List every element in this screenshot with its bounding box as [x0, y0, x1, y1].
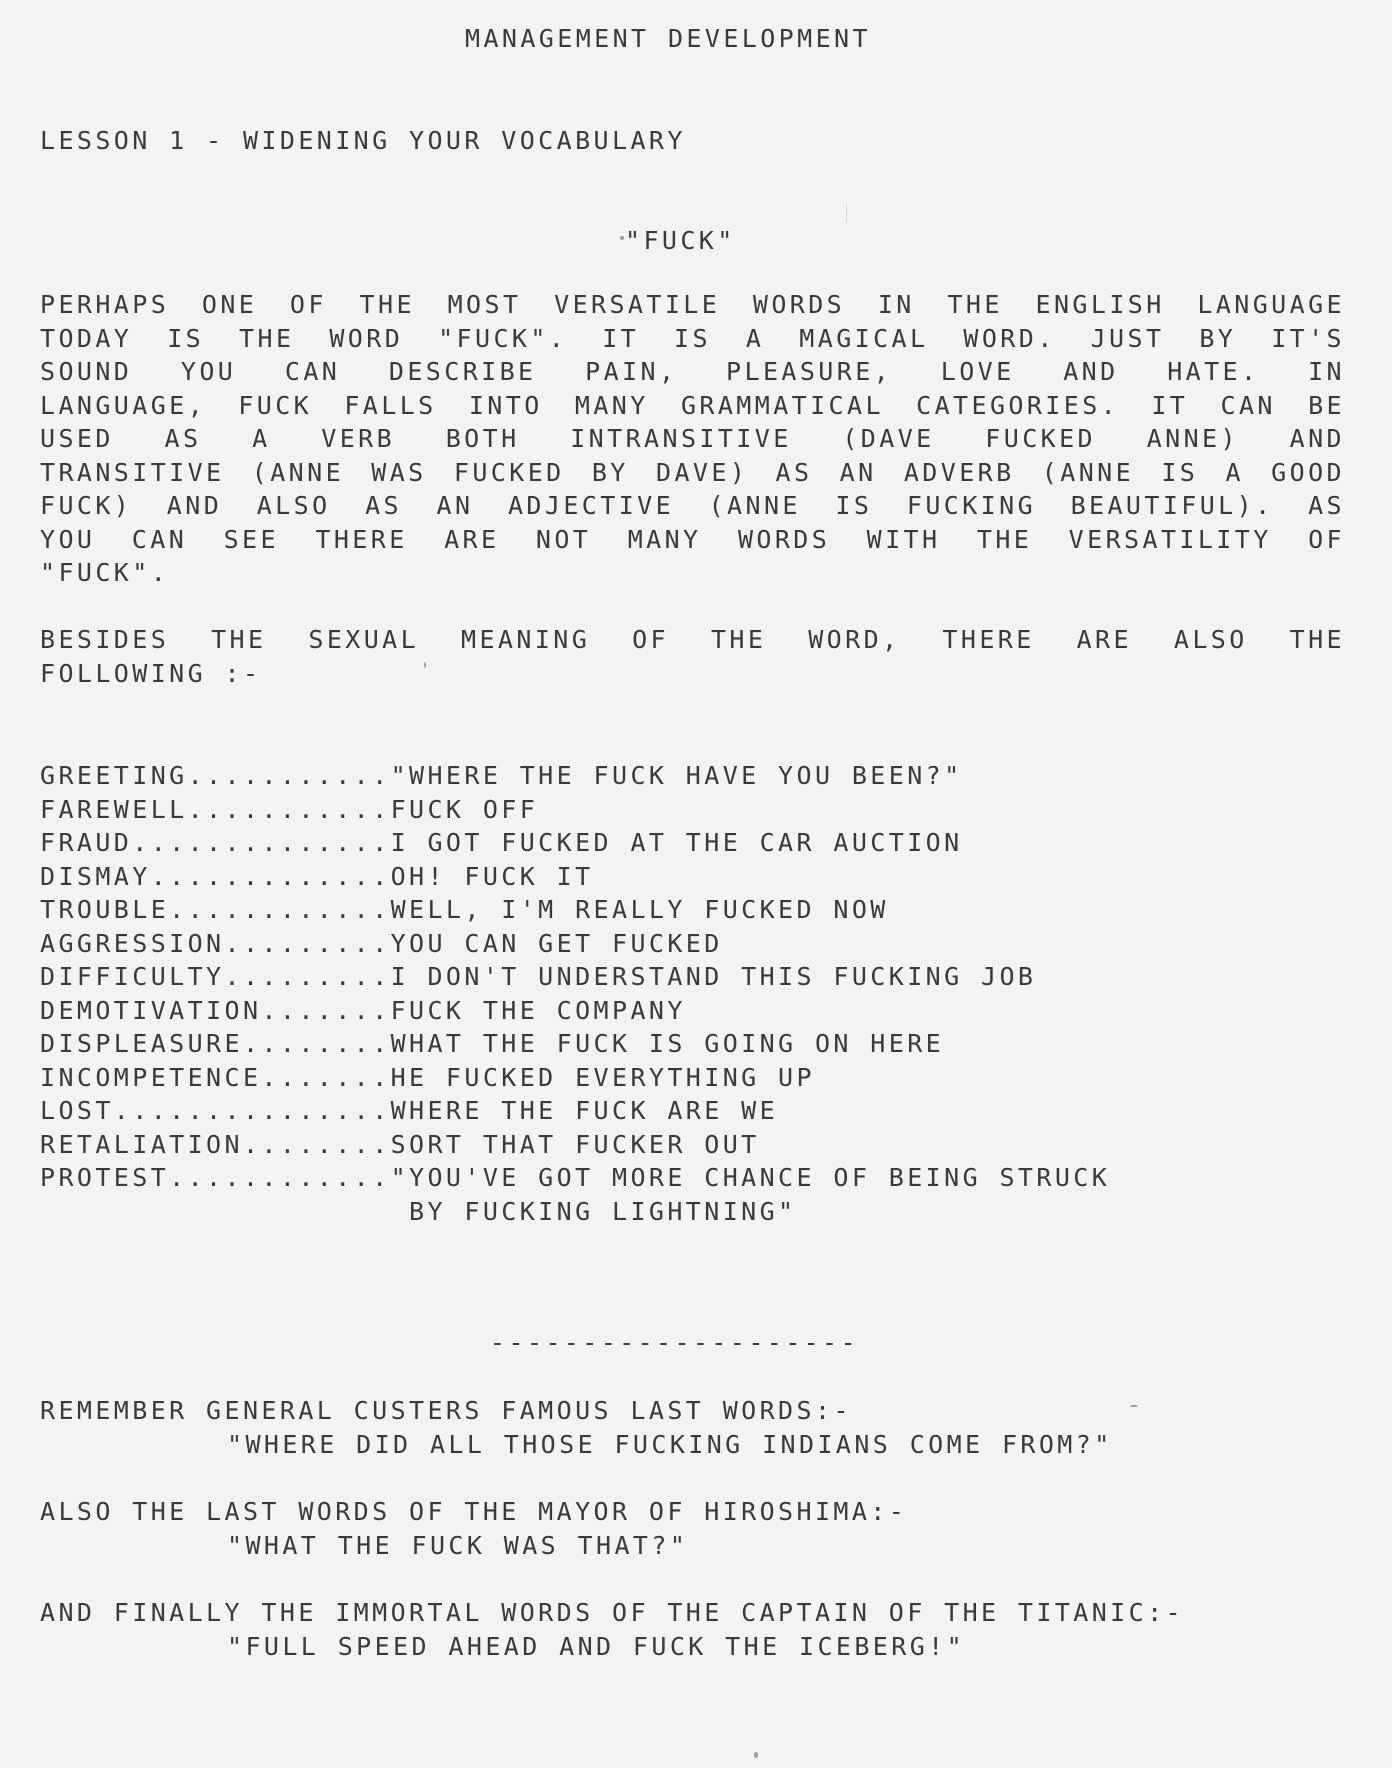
usage-item: GREETING..........."WHERE THE FUCK HAVE YOU BEEN?" — [40, 761, 963, 790]
scan-speck — [754, 1752, 758, 1758]
document-title: MANAGEMENT DEVELOPMENT — [465, 24, 871, 53]
usage-item: LOST...............WHERE THE FUCK ARE WE — [40, 1096, 779, 1125]
intro-line: TODAY IS THE WORD "FUCK". IT IS A MAGICAL WORD. JUST BY IT'S — [40, 323, 1345, 353]
scan-speck — [1130, 1405, 1138, 1407]
usage-item: DEMOTIVATION.......FUCK THE COMPANY — [40, 995, 686, 1025]
usage-item: PROTEST............"YOU'VE GOT MORE CHANCE OF BEING STRUCK — [40, 1163, 1111, 1192]
intro-line: SOUND YOU CAN DESCRIBE PAIN, PLEASURE, LOVE AND HATE. IN — [40, 357, 1345, 386]
intro-line: USED AS A VERB BOTH INTRANSITIVE (DAVE FUCKED ANNE) AND — [40, 424, 1345, 453]
intro-line: FUCK) AND ALSO AS AN ADJECTIVE (ANNE IS FUCKING BEAUTIFUL). AS — [40, 491, 1345, 520]
intro-line: PERHAPS ONE OF THE MOST VERSATILE WORDS IN THE ENGLISH LANGUAGE — [40, 290, 1345, 319]
usage-item: BY FUCKING LIGHTNING" — [40, 1196, 797, 1226]
last-words-quote: "WHAT THE FUCK WAS THAT?" — [227, 1530, 689, 1560]
intro-line: YOU CAN SEE THERE ARE NOT MANY WORDS WITH THE VERSATILITY OF — [40, 524, 1345, 554]
intro-line: TRANSITIVE (ANNE WAS FUCKED BY DAVE) AS AN ADVERB (ANNE IS A GOOD — [40, 457, 1345, 487]
section-divider: -------------------- — [490, 1328, 860, 1357]
scan-speck — [424, 662, 426, 668]
intro-line: "FUCK". — [40, 558, 170, 587]
usage-item: TROUBLE............WELL, I'M REALLY FUCKED NOW — [40, 895, 889, 924]
besides-line: FOLLOWING :- — [40, 658, 262, 688]
last-words-intro: ALSO THE LAST WORDS OF THE MAYOR OF HIROSHIMA:- — [40, 1497, 908, 1526]
last-words-quote: "FULL SPEED AHEAD AND FUCK THE ICEBERG!" — [227, 1631, 966, 1661]
featured-word: "FUCK" — [625, 226, 736, 255]
lesson-heading: LESSON 1 - WIDENING YOUR VOCABULARY — [40, 126, 686, 155]
besides-line: BESIDES THE SEXUAL MEANING OF THE WORD, THERE ARE ALSO THE — [40, 625, 1345, 654]
scan-speck — [620, 236, 624, 240]
last-words-intro: REMEMBER GENERAL CUSTERS FAMOUS LAST WORDS:- — [40, 1396, 852, 1425]
usage-item: INCOMPETENCE.......HE FUCKED EVERYTHING UP — [40, 1062, 815, 1092]
usage-item: FRAUD..............I GOT FUCKED AT THE CAR AUCTION — [40, 828, 963, 857]
usage-item: DISPLEASURE........WHAT THE FUCK IS GOING ON HERE — [40, 1029, 945, 1058]
usage-item: DIFFICULTY.........I DON'T UNDERSTAND THIS FUCKING JOB — [40, 962, 1037, 991]
intro-line: LANGUAGE, FUCK FALLS INTO MANY GRAMMATICAL CATEGORIES. IT CAN BE — [40, 390, 1345, 420]
usage-item: RETALIATION........SORT THAT FUCKER OUT — [40, 1129, 760, 1159]
usage-item: DISMAY.............OH! FUCK IT — [40, 861, 594, 891]
usage-item: AGGRESSION.........YOU CAN GET FUCKED — [40, 928, 723, 958]
usage-item: FAREWELL...........FUCK OFF — [40, 794, 539, 824]
last-words-intro: AND FINALLY THE IMMORTAL WORDS OF THE CAPTAIN OF THE TITANIC:- — [40, 1598, 1184, 1627]
last-words-quote: "WHERE DID ALL THOSE FUCKING INDIANS COME FROM?" — [227, 1429, 1113, 1459]
paper-crease-mark — [846, 205, 847, 223]
